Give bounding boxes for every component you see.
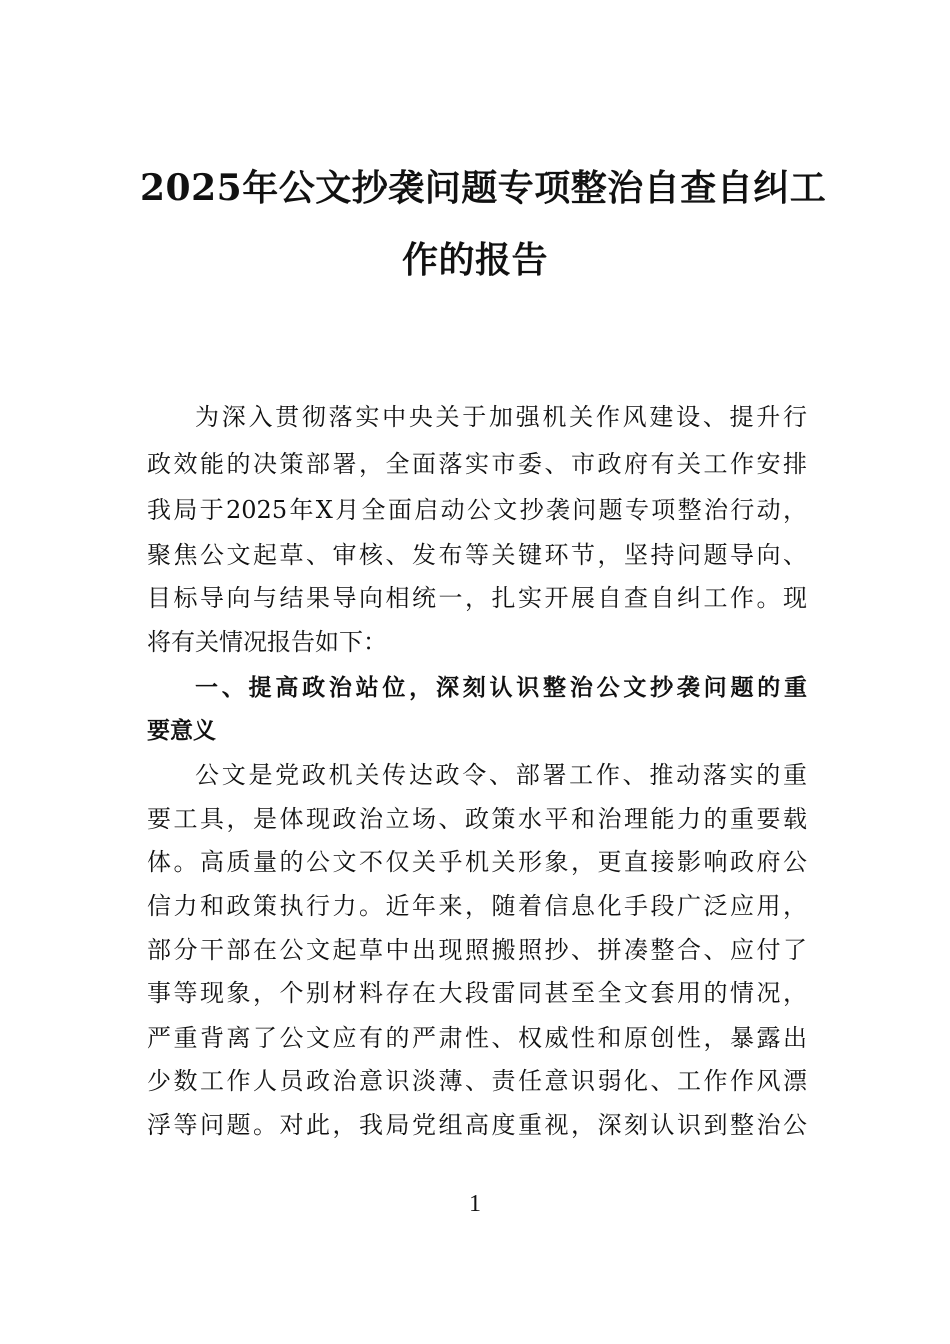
body-line: 信力和政策执行力。近年来，随着信息化手段广泛应用， bbox=[147, 892, 807, 920]
body-line: 部分干部在公文起草中出现照搬照抄、拼凑整合、应付了 bbox=[147, 936, 807, 964]
body-line: 将有关情况报告如下： bbox=[147, 628, 387, 656]
body-line: 少数工作人员政治意识淡薄、责任意识弱化、工作作风漂 bbox=[147, 1067, 807, 1095]
body-line: 为深入贯彻落实中央关于加强机关作风建设、提升行 bbox=[195, 403, 807, 431]
body-line: 体。高质量的公文不仅关乎机关形象，更直接影响政府公 bbox=[147, 848, 807, 876]
body-line: 我局于2025年X月全面启动公文抄袭问题专项整治行动， bbox=[147, 496, 807, 524]
section-heading-line: 要意义 bbox=[147, 718, 216, 744]
document-title-line-1: 2025年公文抄袭问题专项整治自查自纠工 bbox=[140, 167, 827, 209]
body-line: 事等现象，个别材料存在大段雷同甚至全文套用的情况， bbox=[147, 979, 807, 1007]
body-line: 公文是党政机关传达政令、部署工作、推动落实的重 bbox=[195, 761, 807, 789]
body-line: 严重背离了公文应有的严肃性、权威性和原创性，暴露出 bbox=[147, 1024, 807, 1052]
section-heading-line: 一、提高政治站位，深刻认识整治公文抄袭问题的重 bbox=[195, 675, 807, 701]
document-title-line-2: 作的报告 bbox=[401, 239, 548, 281]
page-number: 1 bbox=[469, 1191, 481, 1217]
body-line: 要工具，是体现政治立场、政策水平和治理能力的重要载 bbox=[147, 805, 807, 833]
body-line: 浮等问题。对此，我局党组高度重视，深刻认识到整治公 bbox=[147, 1111, 807, 1139]
body-line: 政效能的决策部署，全面落实市委、市政府有关工作安排 bbox=[147, 450, 807, 478]
body-line: 聚焦公文起草、审核、发布等关键环节，坚持问题导向、 bbox=[147, 541, 807, 569]
body-line: 目标导向与结果导向相统一，扎实开展自查自纠工作。现 bbox=[147, 584, 807, 612]
